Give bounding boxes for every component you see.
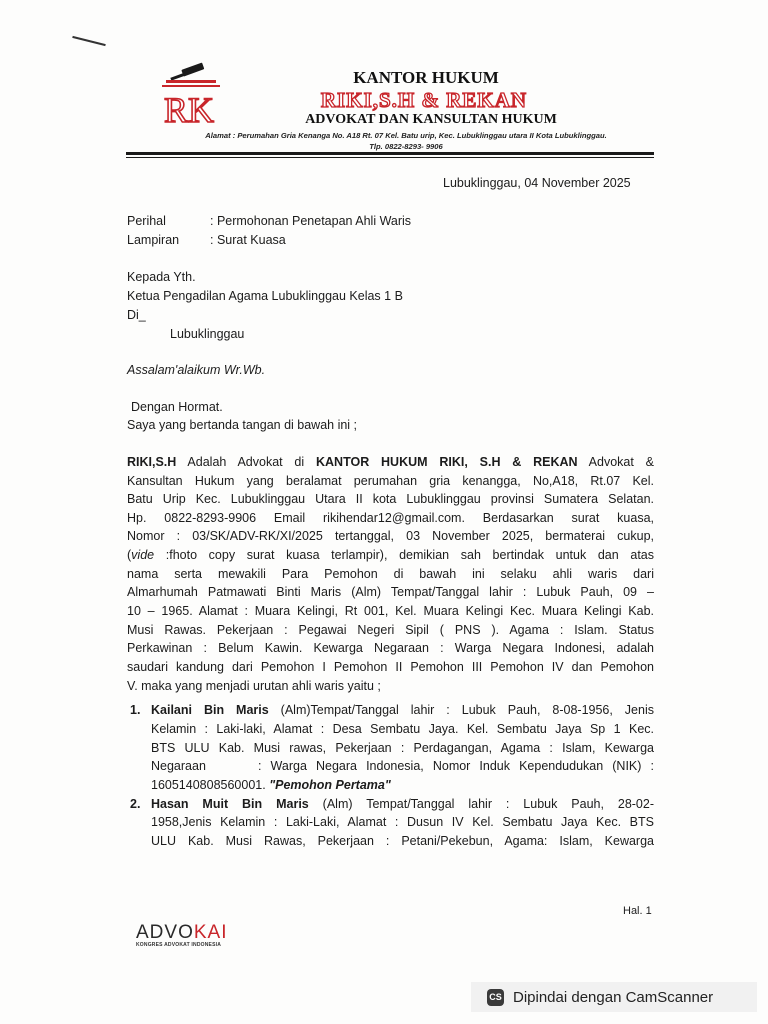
paragraph-line: Perkawinan : Belum Kawin. Kewarga Negaraan : Warga Negara Indonesi, adalah: [127, 641, 654, 655]
list-item-line: Kailani Bin Maris (Alm)Tempat/Tanggal lahir : Lubuk Pauh, 8-08-1956, Jenis: [151, 703, 654, 717]
paragraph-line: Batu Urip Kec. Lubuklinggau Utara II kota Lubuklinggau provinsi Sumatera Selatan.: [127, 492, 654, 506]
petitioner-role: "Pemohon Pertama": [269, 778, 391, 792]
list-item-line: 1958,Jenis Kelamin : Laki-Laki, Alamat : Dusun IV Kel. Sembatu Jaya Kec. BTS: [151, 815, 654, 829]
heir-name: Hasan Muit Bin Maris: [151, 797, 309, 811]
letter-date: Lubuklinggau, 04 November 2025: [443, 176, 631, 190]
list-number: 2.: [130, 797, 141, 811]
recipient-di: Di_: [127, 308, 146, 322]
lampiran-value: : Surat Kuasa: [210, 233, 286, 247]
paragraph-line: RIKI,S.H Adalah Advokat di KANTOR HUKUM RIKI, S.H & REKAN Advokat &: [127, 455, 654, 469]
heir-name: Kailani Bin Maris: [151, 703, 269, 717]
letterhead-phone: Tlp. 0822-8293- 9906: [369, 142, 443, 151]
page-number: Hal. 1: [623, 905, 652, 917]
list-number: 1.: [130, 703, 141, 717]
letterhead-address: Alamat : Perumahan Gria Kenanga No. A18 Rt. 07 Kel. Batu urip, Kec. Lubuklinggau utara II Kota Lubuklinggau.: [205, 131, 607, 140]
opening-line-1: Dengan Hormat.: [131, 400, 223, 414]
advokai-logo: ADVOKAI KONGRES ADVOKAT INDONESIA: [136, 922, 228, 948]
vide-word: vide: [131, 548, 155, 562]
list-item-line: ULU Kab. Musi Rawas, Pekerjaan : Petani/Pekebun, Agama: Islam, Kewarga: [151, 834, 654, 848]
paragraph-line: nama serta mewakili Para Pemohon di bawah ini selaku ahli waris dari: [127, 567, 654, 581]
scan-mark: [72, 36, 105, 46]
paragraph-line: saudari kandung dari Pemohon I Pemohon II Pemohon III Pemohon IV dan Pemohon: [127, 660, 654, 674]
list-item-line: BTS ULU Kab. Musi rawas, Pekerjaan : Perdagangan, Agama : Islam, Kewarga: [151, 741, 654, 755]
paragraph-line: Almarhumah Patmawati Binti Maris (Alm) Tempat/Tanggal lahir : Lubuk Pauh, 09 –: [127, 585, 654, 599]
lampiran-label: Lampiran: [127, 233, 180, 247]
opening-line-2: Saya yang bertanda tangan di bawah ini ;: [127, 418, 358, 432]
camscanner-watermark: [471, 982, 757, 1012]
paragraph-line: Kansultan Hukum yang beralamat perumahan gria kenangga, No,A18, Rt.07 Kel.: [127, 474, 654, 488]
advocate-name: RIKI,S.H: [127, 455, 177, 469]
list-item-line: : Warga Negara Indonesia, Nomor Induk Kependudukan (NIK) :: [258, 759, 654, 773]
paragraph-line: V. maka yang menjadi urutan ahli waris yaitu ;: [127, 679, 381, 693]
recipient-name: Ketua Pengadilan Agama Lubuklinggau Kelas 1 B: [127, 289, 403, 303]
camscanner-icon: CS: [487, 989, 504, 1006]
paragraph-line: (vide :fhoto copy surat kuasa terlampir), demikian sah bertindak untuk dan atas: [127, 548, 654, 562]
letterhead: [126, 52, 654, 156]
law-firm-logo: [154, 62, 234, 132]
firm-name-inline: KANTOR HUKUM RIKI, S.H & REKAN: [315, 455, 578, 469]
perihal-value: : Permohonan Penetapan Ahli Waris: [210, 214, 412, 228]
list-item-line: Hasan Muit Bin Maris (Alm) Tempat/Tanggal lahir : Lubuk Pauh, 28-02-: [151, 797, 654, 811]
camscanner-text: Dipindai dengan CamScanner: [513, 988, 714, 1006]
paragraph-line: Hp. 0822-8293-9906 Email rikihendar12@gmail.com. Berdasarkan surat kuasa,: [127, 511, 654, 525]
list-item-line: Kelamin : Laki-laki, Alamat : Desa Sembatu Jaya. Kel. Sembatu Jaya Sp 1 Kec.: [151, 722, 654, 736]
svg-text:RK: RK: [164, 90, 215, 130]
recipient-salutation: Kepada Yth.: [127, 270, 196, 284]
letterhead-title: KANTOR HUKUM: [353, 68, 499, 87]
paragraph-line: Musi Rawas. Pekerjaan : Pegawai Negeri Sipil ( PNS ). Agama : Islam. Status: [127, 623, 654, 637]
list-item-line: Negaraan: [151, 759, 206, 773]
letterhead-firm-name: RIKI,S.H & REKAN: [320, 88, 528, 112]
list-item-line: 1605140808560001. "Pemohon Pertama": [151, 778, 391, 792]
gavel-icon: [170, 62, 204, 80]
greeting: Assalam'alaikum Wr.Wb.: [127, 363, 266, 377]
paragraph-line: Nomor : 03/SK/ADV-RK/XI/2025 tertanggal, 03 November 2025, bermaterai cukup,: [127, 529, 654, 543]
recipient-city: Lubuklinggau: [170, 327, 245, 341]
perihal-label: Perihal: [127, 214, 166, 228]
letterhead-subtitle: ADVOKAT DAN KANSULTAN HUKUM: [305, 112, 557, 127]
paragraph-line: 10 – 1965. Alamat : Muara Kelingi, Rt 001, Kel. Muara Kelingi Kec. Muara Kelingi Kab.: [127, 604, 654, 618]
letterhead-rule-thick: [126, 152, 654, 155]
letterhead-rule-thin: [126, 157, 654, 158]
